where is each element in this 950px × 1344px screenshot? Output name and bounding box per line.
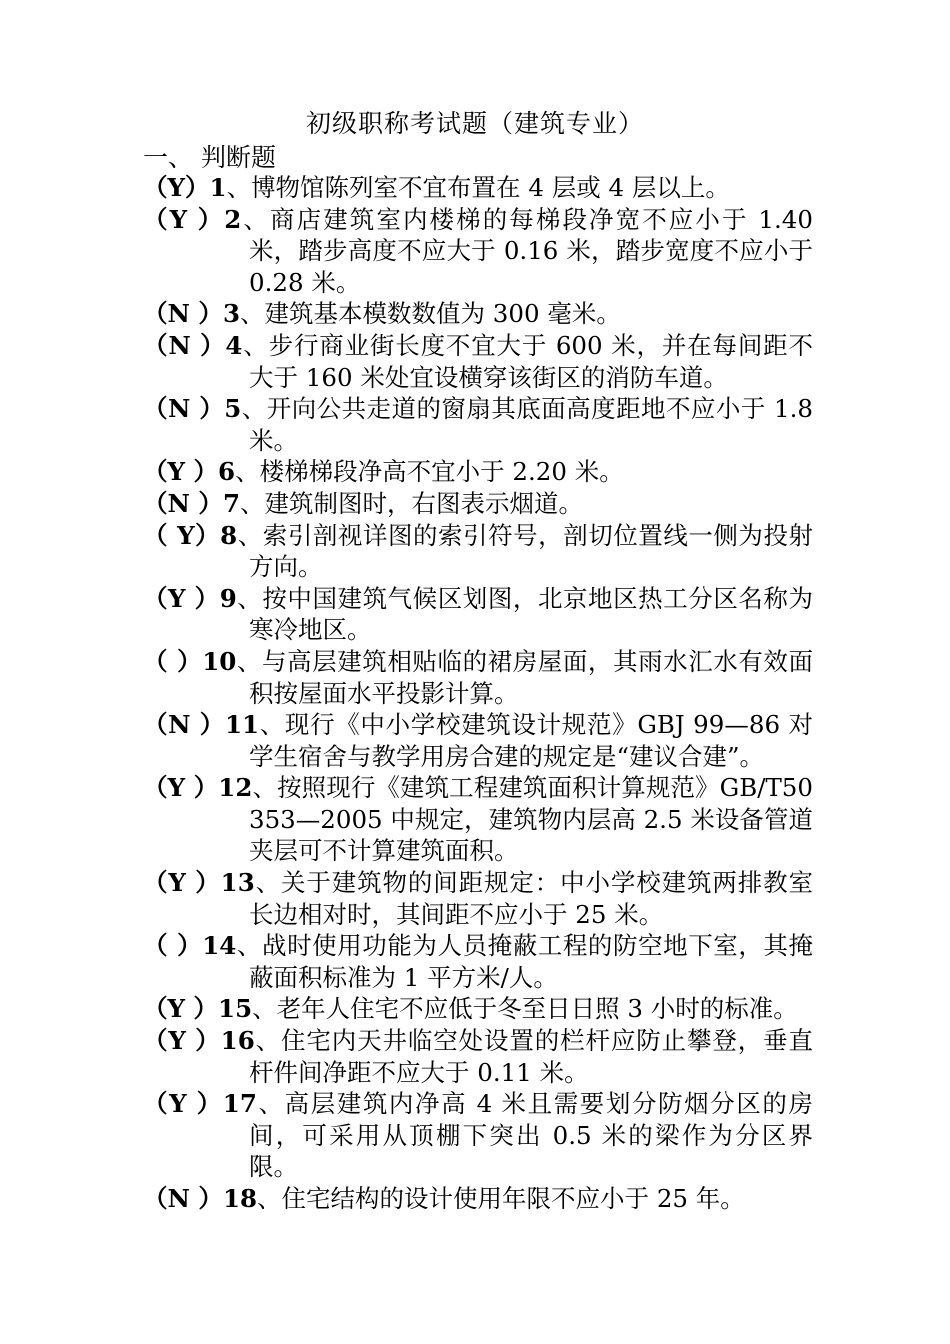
document-title: 初级职称考试题（建筑专业） xyxy=(305,109,644,138)
question-text: 、关于建筑物的间距规定：中小学校建筑两排教室长边相对时，其间距不应小于 25 米。 xyxy=(249,868,813,929)
question-text: 、战时使用功能为人员掩蔽工程的防空地下室，其掩蔽面积标准为 1 平方米/人。 xyxy=(236,931,814,992)
question-number: 12 xyxy=(218,773,253,803)
question-text: 、老年人住宅不应低于冬至日日照 3 小时的标准。 xyxy=(252,994,798,1024)
question-number: 13 xyxy=(220,868,255,898)
question-number: 4 xyxy=(225,330,243,360)
question-answer: （Y ） xyxy=(143,1089,223,1119)
question-number: 3 xyxy=(222,299,240,329)
question-text: 、博物馆陈列室不宜布置在 4 层或 4 层以上。 xyxy=(226,173,730,202)
question-item xyxy=(143,393,813,456)
question-answer: （Y ） xyxy=(143,773,219,803)
question-item xyxy=(143,520,813,583)
question-number: 17 xyxy=(222,1089,257,1119)
question-item xyxy=(143,204,813,299)
question-answer: （Y ） xyxy=(143,583,220,613)
question-item xyxy=(143,646,813,709)
question-answer: （Y ） xyxy=(143,1026,221,1056)
question-item xyxy=(143,172,813,204)
question-number: 15 xyxy=(218,994,253,1024)
question-text: 、索引剖视详图的索引符号，剖切位置线一侧为投射方向。 xyxy=(237,520,813,582)
question-number: 10 xyxy=(202,646,237,676)
question-item xyxy=(143,1088,813,1183)
question-item xyxy=(143,709,813,772)
question-answer: （ ） xyxy=(143,646,203,676)
question-number: 2 xyxy=(224,204,242,234)
question-text: 、住宅结构的设计使用年限不应小于 25 年。 xyxy=(257,1184,745,1213)
question-number: 7 xyxy=(222,488,240,518)
question-item xyxy=(143,867,813,930)
question-text: 、建筑基本模数数值为 300 毫米。 xyxy=(240,299,621,329)
question-text: 、楼梯梯段净高不宜小于 2.20 米。 xyxy=(235,457,624,487)
question-list xyxy=(143,172,813,1215)
question-number: 16 xyxy=(220,1026,255,1056)
question-number: 5 xyxy=(224,394,242,424)
question-item xyxy=(143,1183,813,1215)
question-text: 、现行《中小学校建筑设计规范》GBJ 99—86 对学生宿舍与教学用房合建的规定是“建议合建”。 xyxy=(249,710,813,771)
question-text: 、按中国建筑气候区划图，北京地区热工分区名称为寒冷地区。 xyxy=(236,583,813,645)
question-answer: （N ） xyxy=(143,488,223,518)
question-answer: （N ） xyxy=(143,1184,223,1213)
question-item xyxy=(143,772,813,867)
question-number: 18 xyxy=(222,1184,258,1213)
question-text: 、与高层建筑相贴临的裙房屋面，其雨水汇水有效面积按屋面水平投影计算。 xyxy=(236,646,814,708)
question-text: 、商店建筑室内楼梯的每梯段净宽不应小于 1.40 米，踏步高度不应大于 0.16 米，踏步宽度不应小于 0.28 米。 xyxy=(241,204,813,297)
question-number: 1 xyxy=(209,173,227,202)
question-text: 、建筑制图时，右图表示烟道。 xyxy=(240,488,583,518)
question-answer: （ Y） xyxy=(143,520,221,550)
question-number: 11 xyxy=(224,710,260,740)
question-text: 、开向公共走道的窗扇其底面高度距地不应小于 1.8 米。 xyxy=(241,394,813,455)
question-number: 9 xyxy=(219,583,237,613)
question-item xyxy=(143,488,813,520)
question-answer: （Y ） xyxy=(143,994,219,1024)
question-answer: （Y ） xyxy=(143,457,219,487)
question-answer: （Y） xyxy=(143,173,210,202)
section-heading: 一、 判断题 xyxy=(143,143,276,172)
question-item xyxy=(143,583,813,646)
question-answer: （N ） xyxy=(143,299,223,329)
question-item xyxy=(143,330,813,393)
question-item xyxy=(143,456,813,488)
question-answer: （Y ） xyxy=(143,868,221,898)
question-item xyxy=(143,930,813,993)
question-answer: （N ） xyxy=(143,330,226,360)
question-item xyxy=(143,1025,813,1088)
question-answer: （N ） xyxy=(143,710,225,740)
question-number: 8 xyxy=(220,520,238,550)
question-answer: （Y ） xyxy=(143,204,225,234)
question-text: 、步行商业街长度不宜大于 600 米，并在每间距不大于 160 米处宜设横穿该街区的消防车道。 xyxy=(242,330,813,392)
question-item xyxy=(143,298,813,330)
question-item xyxy=(143,993,813,1025)
question-text: 、按照现行《建筑工程建筑面积计算规范》GB/T50353—2005 中规定，建筑物内层高 2.5 米设备管道夹层可不计算建筑面积。 xyxy=(249,773,813,866)
question-number: 6 xyxy=(218,457,236,487)
question-answer: （N ） xyxy=(143,394,225,424)
question-text: 、高层建筑内净高 4 米且需要划分防烟分区的房间，可采用从顶棚下突出 0.5 米的梁作为分区界限。 xyxy=(249,1089,813,1182)
question-number: 14 xyxy=(202,931,237,961)
question-answer: （ ） xyxy=(143,931,203,961)
question-text: 、住宅内天井临空处设置的栏杆应防止攀登，垂直杆件间净距不应大于 0.11 米。 xyxy=(249,1026,813,1087)
